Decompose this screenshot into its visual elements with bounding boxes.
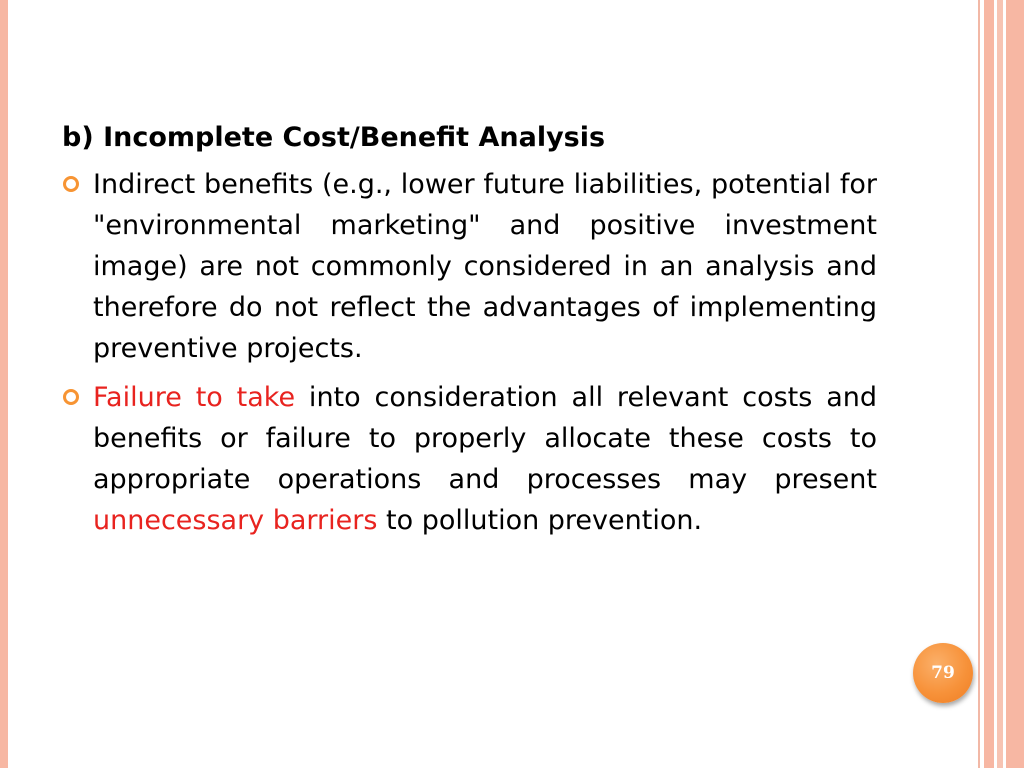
bullet-item: [62, 377, 877, 541]
highlighted-text: unnecessary barriers: [93, 505, 378, 536]
bullet-text: to pollution prevention.: [377, 505, 703, 536]
slide-content: [62, 118, 877, 549]
bullet-text: Indirect benefits (e.g., lower future liabilities, potential for "environmental marketing" and positive investment image) are not commonly considered in an analysis and therefore do not reflect the advantages of implementing preventive projects.: [93, 169, 877, 364]
page-number-badge: 79: [913, 643, 973, 703]
highlighted-text: Failure to take: [93, 382, 296, 413]
hollow-circle-bullet-icon: [63, 389, 79, 405]
right-decorative-stripes: [978, 0, 1024, 768]
bullet-text: into consideration all relevant costs and benefits or failure to properly allocate these costs to appropriate operations and processes may present: [93, 382, 877, 495]
left-decorative-stripe: [0, 0, 8, 768]
section-heading: b) Incomplete Cost/Benefit Analysis: [62, 122, 606, 153]
bullet-item: [62, 164, 877, 369]
hollow-circle-bullet-icon: [63, 176, 79, 192]
